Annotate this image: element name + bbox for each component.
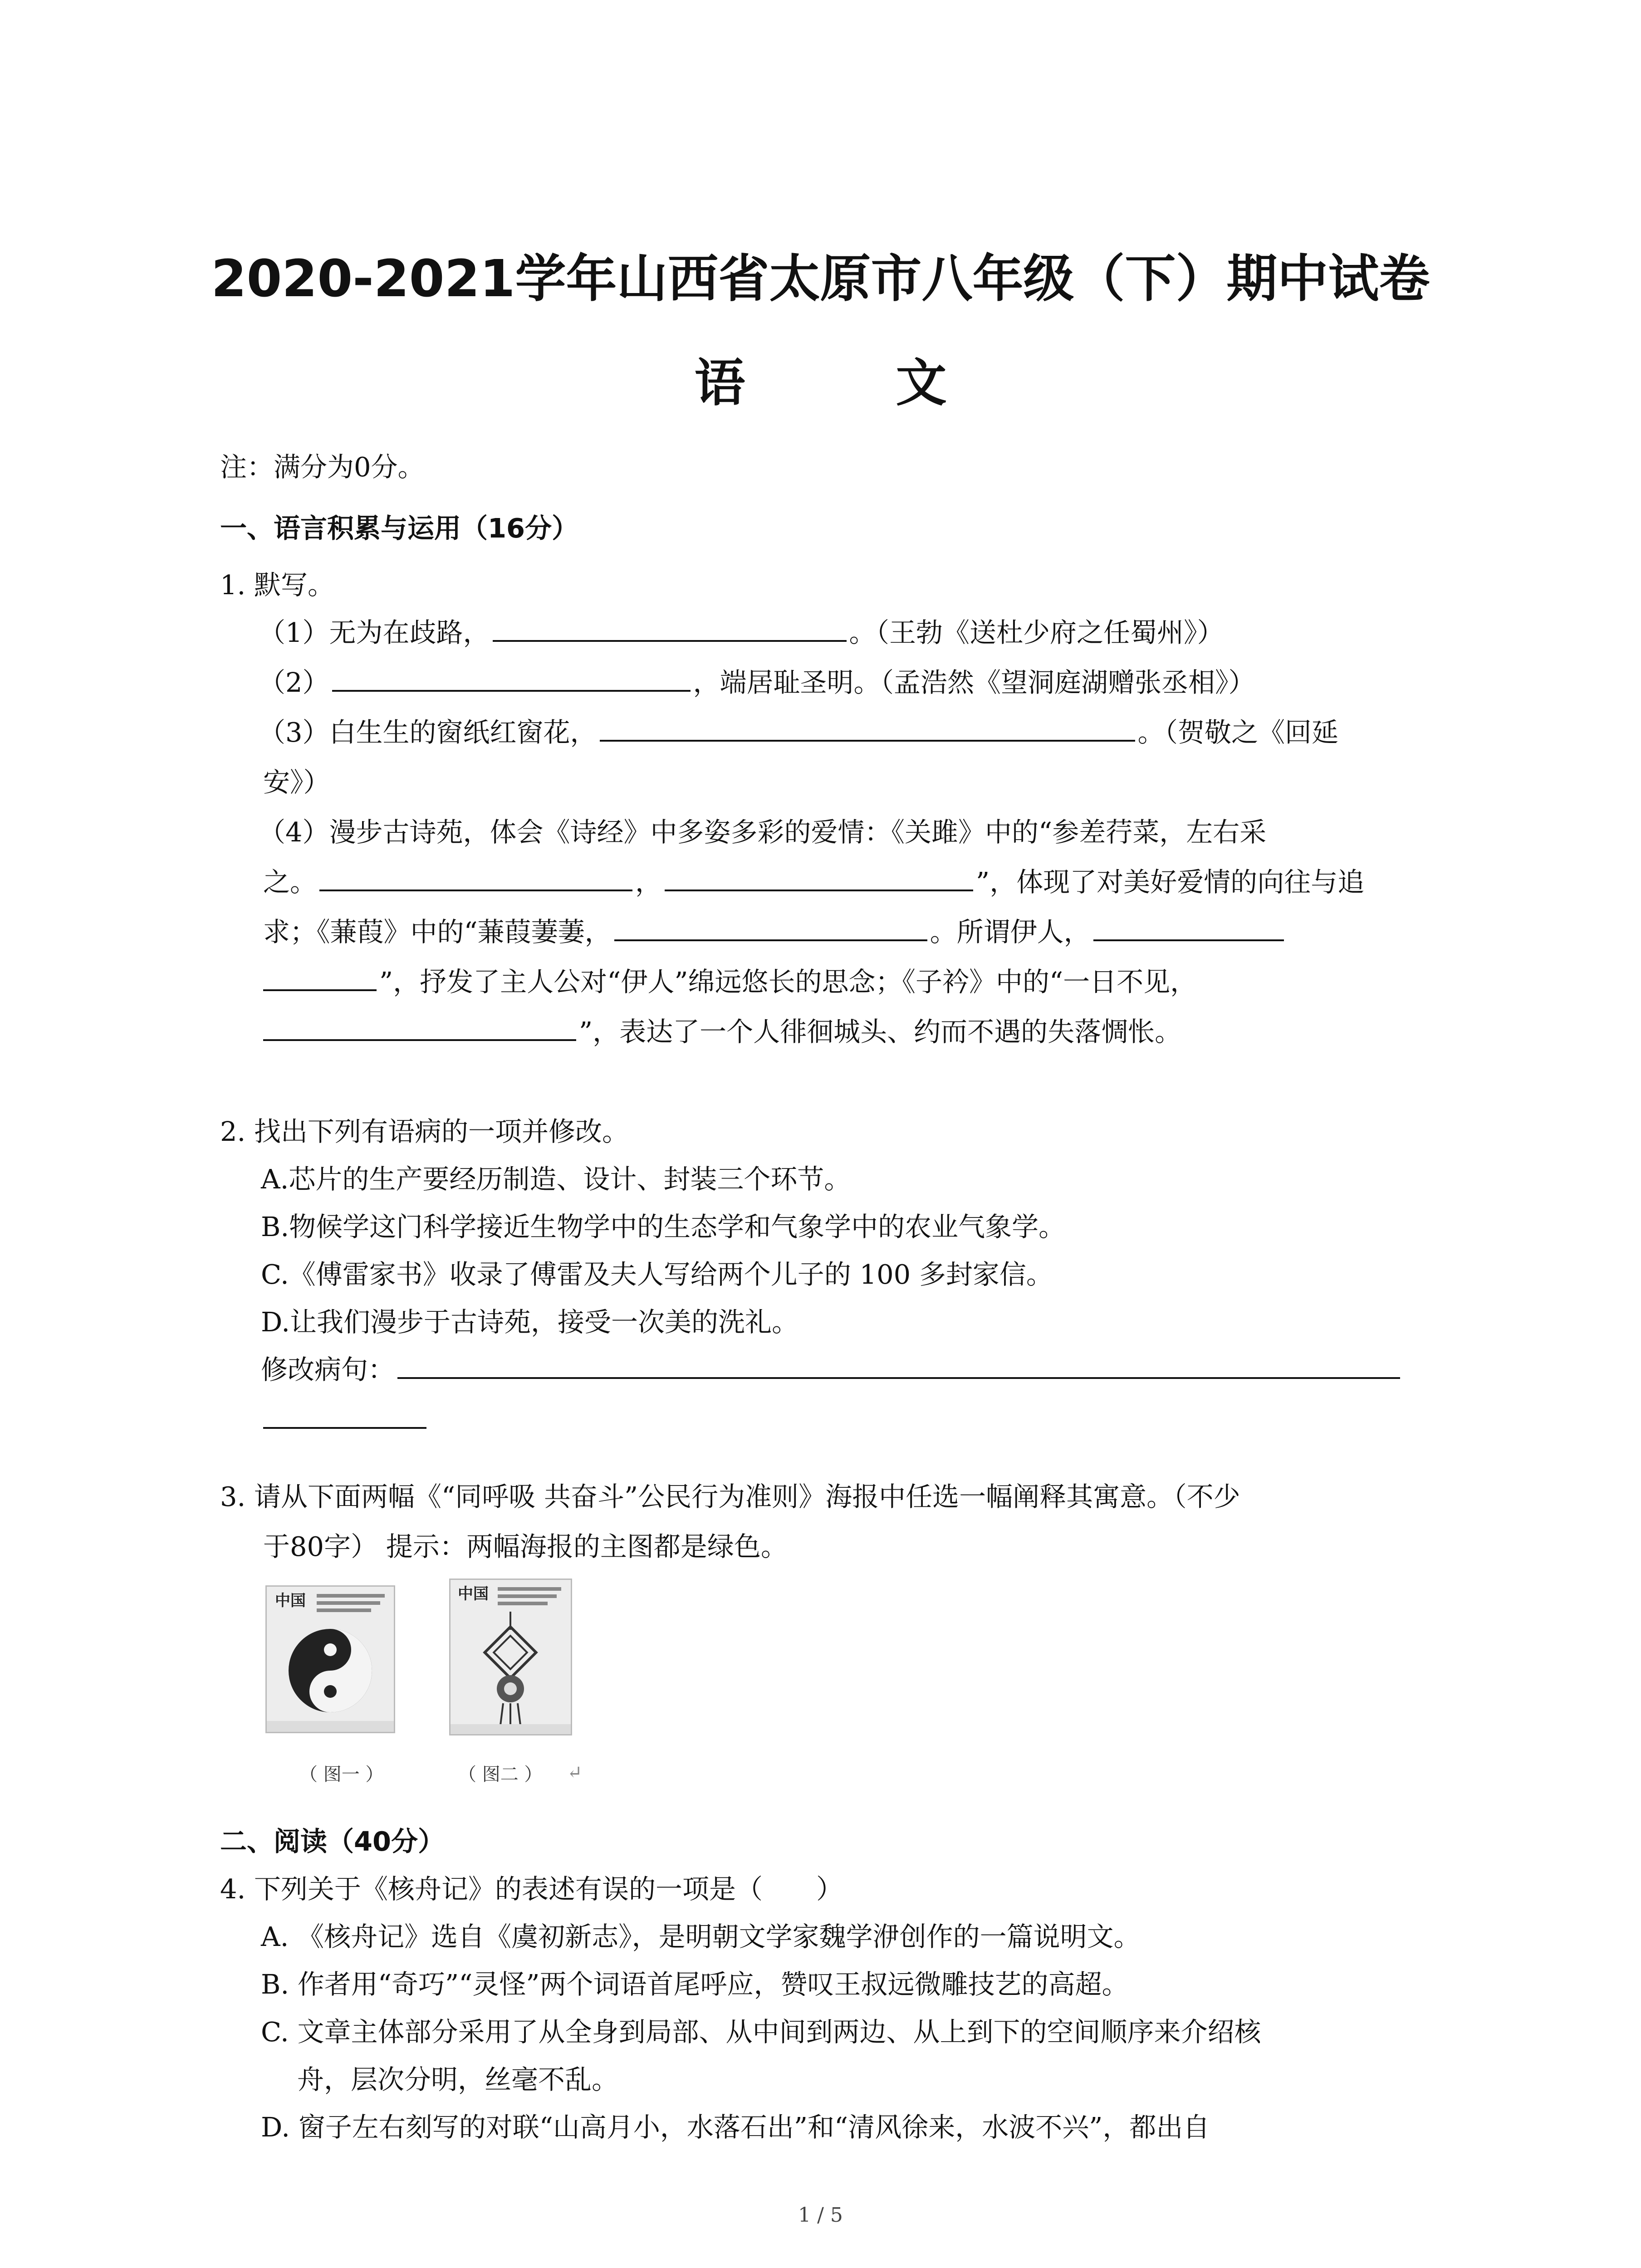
q4-option-a: A. 《核舟记》选自《虞初新志》，是明朝文学家魏学洢创作的一篇说明文。 [261, 1921, 1141, 1952]
q1-part4-blank-1[interactable] [319, 862, 632, 891]
q1-part4-blank-4[interactable] [1093, 912, 1284, 941]
q4-option-c-line2: 舟，层次分明，丝毫不乱。 [297, 2064, 619, 2095]
q2-fix-line [261, 1349, 1403, 1390]
subject-title: 语 文 [694, 354, 997, 413]
q1-part2-number: （2） [259, 667, 329, 698]
q1-part4-blank-5[interactable] [263, 962, 377, 991]
q2-fix-blank[interactable] [397, 1350, 1400, 1379]
section-1-heading: 一、语言积累与运用（16分） [220, 513, 579, 544]
q1-part3-source: 。（贺敬之《回延 [1137, 717, 1339, 748]
section-2-heading: 二、阅读（40分） [220, 1826, 445, 1857]
q2-stem: 2. 找出下列有语病的一项并修改。 [220, 1116, 629, 1147]
q2-option-d: D.让我们漫步于古诗苑，接受一次美的洗礼。 [261, 1306, 798, 1338]
q1-part1-source: 。（王勃《送杜少府之任蜀州》） [849, 617, 1224, 648]
q1-part4-blank-2[interactable] [665, 862, 973, 891]
q1-stem: 1. 默写。 [220, 569, 335, 601]
poster-1-graphic [267, 1587, 394, 1732]
q1-part1-text: （1）无为在歧路， [259, 617, 490, 648]
q1-part4-text-c: ”，体现了对美好爱情的向往与追 [976, 866, 1365, 898]
q2-option-a: A.芯片的生产要经历制造、设计、封装三个环节。 [261, 1163, 851, 1195]
q1-part1-blank[interactable] [493, 613, 847, 642]
q1-part4-blank-3[interactable] [614, 912, 927, 941]
page-number: 1 / 5 [798, 2204, 843, 2227]
q2-fix-label: 修改病句： [261, 1354, 395, 1385]
q4-option-b: B. 作者用“奇巧”“灵怪”两个词语首尾呼应，赞叹王叔远微雕技艺的高超。 [261, 1969, 1129, 2000]
q3-stem-line1: 3. 请从下面两幅《“同呼吸 共奋斗”公民行为准则》海报中任选一幅阐释其寓意。（不少 [220, 1481, 1240, 1512]
q1-part1 [259, 612, 1224, 653]
q3-stem-line2: 于80字） 提示：两幅海报的主图都是绿色。 [263, 1531, 788, 1562]
page-title: 2020-2021学年山西省太原市八年级（下）期中试卷 [211, 249, 1430, 308]
poster-2-image [449, 1579, 572, 1735]
q2-fix-line-2 [263, 1399, 429, 1440]
q1-part4-text-g: ”，表达了一个人徘徊城头、约而不遇的失落惆怅。 [579, 1016, 1182, 1047]
q4-option-d: D. 窗子左右刻写的对联“山高月小，水落石出”和“清风徐来，水波不兴”，都出自 [261, 2112, 1210, 2143]
q1-part4-blank-6[interactable] [263, 1012, 576, 1041]
q1-part3-cont: 安》） [263, 767, 330, 798]
return-mark: ↵ [567, 1762, 583, 1783]
q4-stem: 4. 下列关于《核舟记》的表述有误的一项是（ ） [220, 1873, 843, 1905]
q2-option-c: C.《傅雷家书》收录了傅雷及夫人写给两个儿子的 100 多封家信。 [261, 1259, 1053, 1290]
q1-part4-text-f: ”，抒发了主人公对“伊人”绵远悠长的思念；《子衿》中的“一日不见， [379, 966, 1197, 997]
poster-2-caption: （ 图二 ） [458, 1764, 543, 1785]
q1-part4-comma: ， [635, 866, 662, 898]
q1-part4-line4 [263, 962, 1197, 1002]
q1-part4-text-a: 之。 [263, 866, 317, 898]
q1-part2 [259, 662, 1255, 703]
q1-part3-text: （3）白生生的窗纸红窗花， [259, 717, 597, 748]
q1-part4-text-d: 求；《蒹葭》中的“蒹葭萋萋， [263, 916, 612, 948]
q1-part4-line3 [263, 912, 1287, 953]
q1-part4-line5 [263, 1012, 1181, 1052]
q1-part3 [259, 712, 1338, 753]
q1-part2-blank[interactable] [332, 663, 691, 692]
q1-part3-blank[interactable] [600, 713, 1135, 742]
q1-part4-line2 [263, 862, 1364, 903]
poster-2-graphic [451, 1580, 571, 1734]
q2-fix-blank-2[interactable] [263, 1400, 426, 1429]
q4-option-c-line1: C. 文章主体部分采用了从全身到局部、从中间到两边、从上到下的空间顺序来介绍核 [261, 2016, 1261, 2048]
q2-option-b: B.物候学这门科学接近生物学中的生态学和气象学中的农业气象学。 [261, 1211, 1066, 1242]
score-note: 注：满分为0分。 [220, 451, 425, 483]
poster-2-logo: 中国 [458, 1585, 489, 1603]
q1-part2-text: ，端居耻圣明。（孟浩然《望洞庭湖赠张丞相》） [693, 667, 1255, 698]
poster-1-logo: 中国 [275, 1592, 306, 1610]
poster-1-image [265, 1585, 395, 1733]
poster-1-caption: （ 图一 ） [299, 1764, 384, 1785]
q1-part4-text-e: 。所谓伊人， [930, 916, 1091, 948]
q1-part4-line1: （4）漫步古诗苑，体会《诗经》中多姿多彩的爱情：《关雎》中的“参差荇菜，左右采 [259, 816, 1267, 848]
